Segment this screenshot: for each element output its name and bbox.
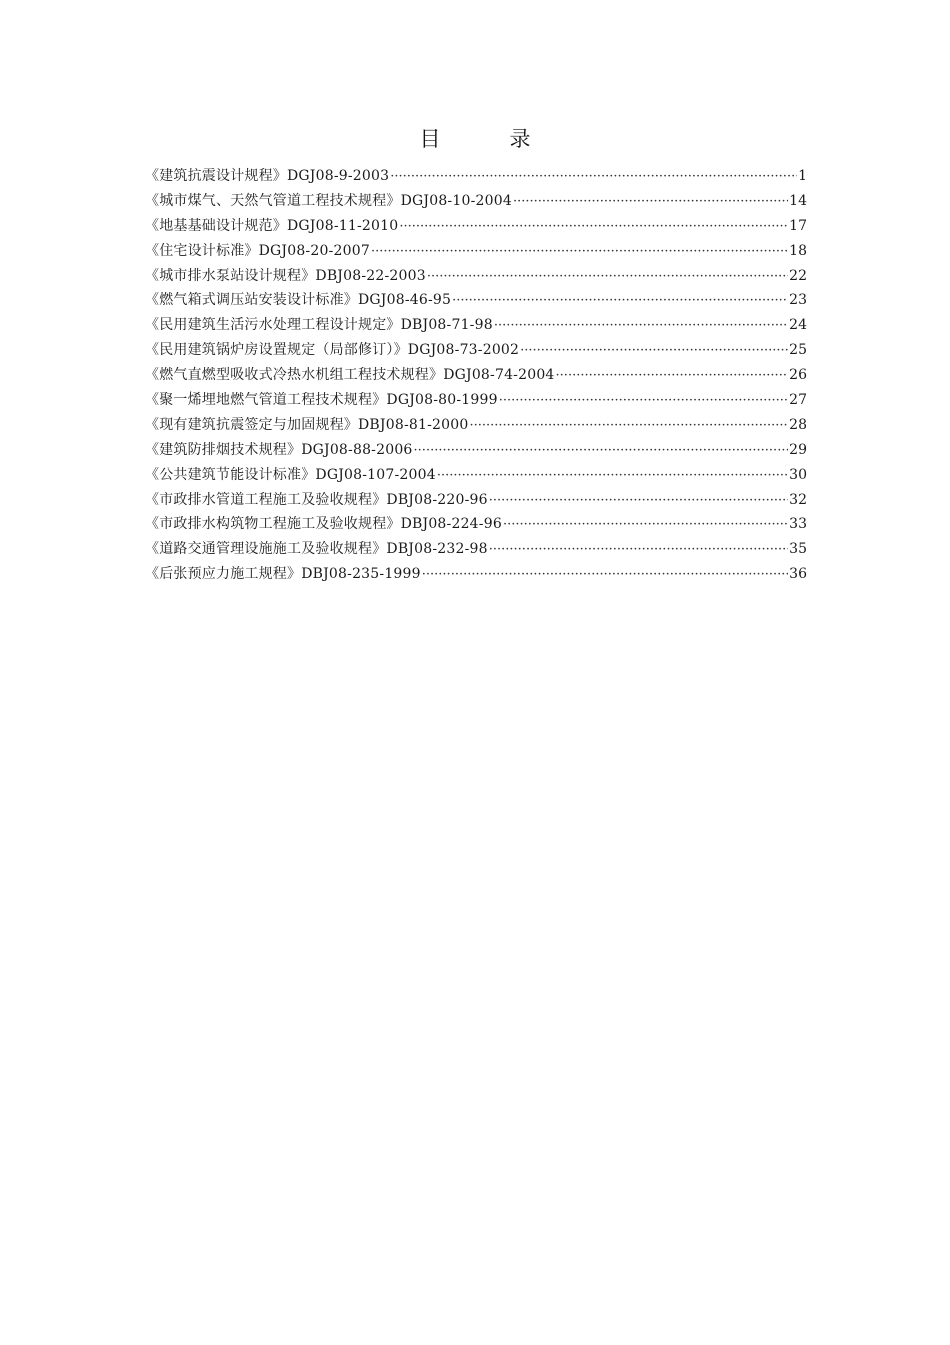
toc-entry: [145, 488, 807, 513]
toc-entry-title: 《住宅设计标准》DGJ08-20-2007: [145, 242, 370, 259]
dot-leader: [513, 190, 788, 215]
dot-leader: [469, 414, 788, 439]
toc-entry: [145, 512, 807, 537]
toc-entry-page: 27: [789, 392, 807, 409]
dot-leader: [371, 240, 788, 265]
toc-entry: [145, 189, 807, 214]
toc-entry-page: 26: [789, 367, 807, 384]
toc-entry: [145, 388, 807, 413]
toc-entry: [145, 214, 807, 239]
toc-entry: [145, 288, 807, 313]
toc-entry-page: 36: [789, 566, 807, 583]
toc-entry-page: 17: [789, 217, 807, 234]
toc-entry-title: 《民用建筑锅炉房设置规定（局部修订）》DGJ08-73-2002: [145, 342, 520, 359]
dot-leader: [556, 364, 789, 389]
toc-entry-page: 30: [789, 466, 807, 483]
dot-leader: [452, 289, 788, 314]
toc-entry: [145, 164, 807, 189]
dot-leader: [437, 464, 788, 489]
dot-leader: [499, 389, 788, 414]
toc-entry-title: 《城市煤气、天然气管道工程技术规程》DGJ08-10-2004: [145, 192, 512, 209]
dot-leader: [489, 489, 788, 514]
dot-leader: [390, 165, 797, 190]
toc-entry-title: 《民用建筑生活污水处理工程设计规定》DBJ08-71-98: [145, 317, 493, 334]
toc-entry-title: 《聚一烯埋地燃气管道工程技术规程》DGJ08-80-1999: [145, 392, 498, 409]
dot-leader: [422, 563, 788, 588]
toc-entry: [145, 264, 807, 289]
dot-leader: [489, 538, 788, 563]
toc-entry-title: 《市政排水管道工程施工及验收规程》DBJ08-220-96: [145, 491, 488, 508]
toc-list: [145, 164, 807, 587]
toc-entry: [145, 363, 807, 388]
toc-entry: [145, 239, 807, 264]
toc-entry: [145, 537, 807, 562]
toc-entry-title: 《建筑抗震设计规程》DGJ08-9-2003: [145, 168, 390, 184]
toc-entry-title: 《建筑防排烟技术规程》DGJ08-88-2006: [145, 441, 413, 458]
toc-entry: [145, 313, 807, 338]
dot-leader: [399, 215, 788, 240]
toc-entry-title: 《道路交通管理设施施工及验收规程》DBJ08-232-98: [145, 541, 488, 558]
toc-entry-page: 1: [798, 168, 807, 184]
toc-entry-page: 29: [789, 441, 807, 458]
toc-entry-title: 《城市排水泵站设计规程》DBJ08-22-2003: [145, 267, 426, 284]
toc-entry-page: 32: [789, 491, 807, 508]
toc-entry-title: 《市政排水构筑物工程施工及验收规程》DBJ08-224-96: [145, 516, 502, 533]
toc-entry-page: 14: [789, 192, 807, 209]
toc-entry-title: 《地基基础设计规范》DGJ08-11-2010: [145, 217, 399, 234]
toc-entry-page: 23: [789, 292, 807, 309]
toc-entry-page: 25: [789, 342, 807, 359]
toc-entry: [145, 463, 807, 488]
dot-leader: [494, 314, 788, 339]
toc-entry-page: 35: [789, 541, 807, 558]
toc-entry: [145, 562, 807, 587]
toc-entry-title: 《燃气箱式调压站安装设计标准》DGJ08-46-95: [145, 292, 452, 309]
toc-title: 目 录: [419, 127, 555, 151]
dot-leader: [503, 513, 788, 538]
toc-entry: [145, 338, 807, 363]
toc-entry-page: 18: [789, 242, 807, 259]
toc-entry-page: 22: [789, 267, 807, 284]
dot-leader: [414, 439, 789, 464]
toc-entry: [145, 438, 807, 463]
toc-entry-page: 33: [789, 516, 807, 533]
toc-entry-title: 《现有建筑抗震签定与加固规程》DBJ08-81-2000: [145, 416, 469, 433]
toc-entry-title: 《后张预应力施工规程》DBJ08-235-1999: [145, 566, 421, 583]
toc-entry-title: 《公共建筑节能设计标准》DGJ08-107-2004: [145, 466, 436, 483]
toc-entry-page: 28: [789, 416, 807, 433]
dot-leader: [520, 339, 788, 364]
toc-entry: [145, 413, 807, 438]
toc-entry-page: 24: [789, 317, 807, 334]
toc-entry-title: 《燃气直燃型吸收式冷热水机组工程技术规程》DGJ08-74-2004: [145, 367, 555, 384]
dot-leader: [427, 265, 788, 290]
